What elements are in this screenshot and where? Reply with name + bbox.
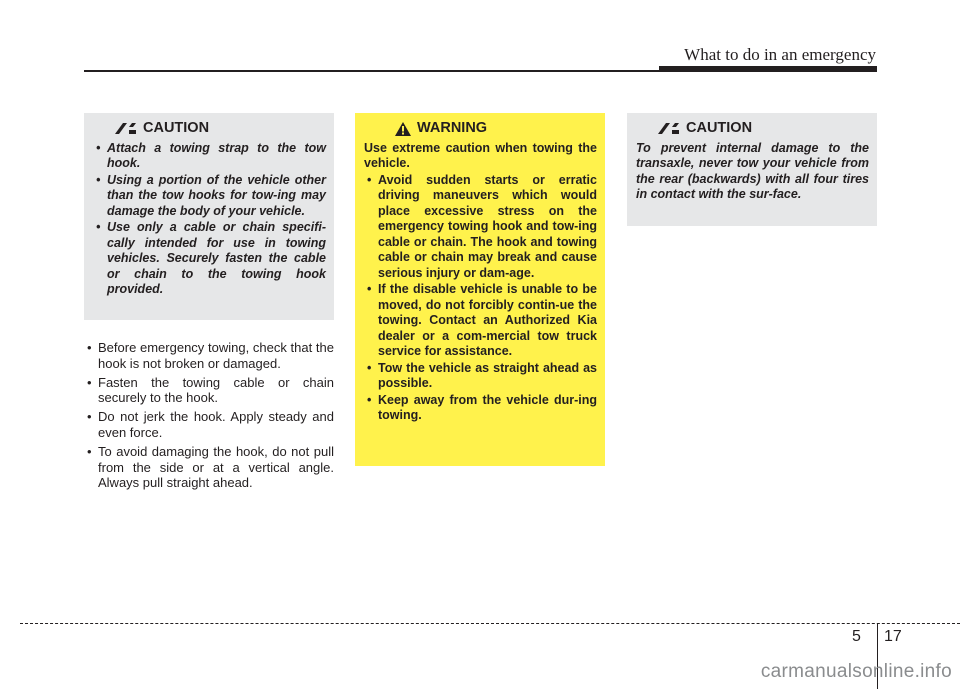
caution-title: CAUTION bbox=[115, 121, 326, 137]
warning-item: • If the disable vehicle is unable to be moved, do not forcibly contin-ue the towing. Contact an Authorized Kia dealer or a com-mercial tow truck service for assistance. bbox=[364, 282, 597, 360]
header-rule bbox=[84, 70, 877, 72]
warning-title: WARNING bbox=[395, 121, 597, 137]
caution-item: • Use only a cable or chain specifi-cally intended for use in towing vehicles. Securely fasten the cable or chain to the towing hook provided. bbox=[93, 220, 326, 298]
footer-rule bbox=[20, 623, 960, 624]
caution-box-right bbox=[627, 113, 877, 226]
warning-list bbox=[364, 173, 597, 424]
caution-box-left bbox=[84, 113, 334, 320]
warning-triangle-icon bbox=[395, 122, 411, 136]
page-number: 17 bbox=[884, 628, 902, 645]
list-item: • Fasten the towing cable or chain securely to the hook. bbox=[84, 375, 334, 407]
caution-item: • Using a portion of the vehicle other than the tow hooks for tow-ing may damage the body of your vehicle. bbox=[93, 173, 326, 220]
list-item: • Before emergency towing, check that the hook is not broken or damaged. bbox=[84, 340, 334, 372]
warning-item: • Tow the vehicle as straight ahead as possible. bbox=[364, 361, 597, 392]
caution-item: • Attach a towing strap to the tow hook. bbox=[93, 141, 326, 172]
warning-item: • Keep away from the vehicle dur-ing towing. bbox=[364, 393, 597, 424]
warning-intro: Use extreme caution when towing the vehicle. bbox=[364, 140, 597, 170]
list-item: • Do not jerk the hook. Apply steady and even force. bbox=[84, 409, 334, 441]
caution-text: To prevent internal damage to the transaxle, never tow your vehicle from the rear (backwards) with all four tires in contact with the sur-face. bbox=[636, 140, 869, 201]
caution-title: CAUTION bbox=[658, 121, 869, 137]
watermark-text: carmanualsonline.info bbox=[760, 661, 952, 682]
warning-item: • Avoid sudden starts or erratic driving maneuvers which would place excessive stress on the emergency towing hook and tow-ing cable or chain. The hook and towing cable or chain may break and cause serious injury or dam-age. bbox=[364, 173, 597, 282]
warning-box bbox=[355, 113, 605, 466]
section-title: What to do in an emergency bbox=[684, 45, 876, 64]
caution-icon bbox=[115, 123, 137, 134]
list-item: • To avoid damaging the hook, do not pull from the side or at a vertical angle. Always pull straight ahead. bbox=[84, 444, 334, 491]
towing-instructions-list bbox=[84, 340, 334, 494]
chapter-number: 5 bbox=[852, 628, 861, 645]
caution-icon bbox=[658, 123, 680, 134]
caution-list bbox=[93, 141, 326, 298]
